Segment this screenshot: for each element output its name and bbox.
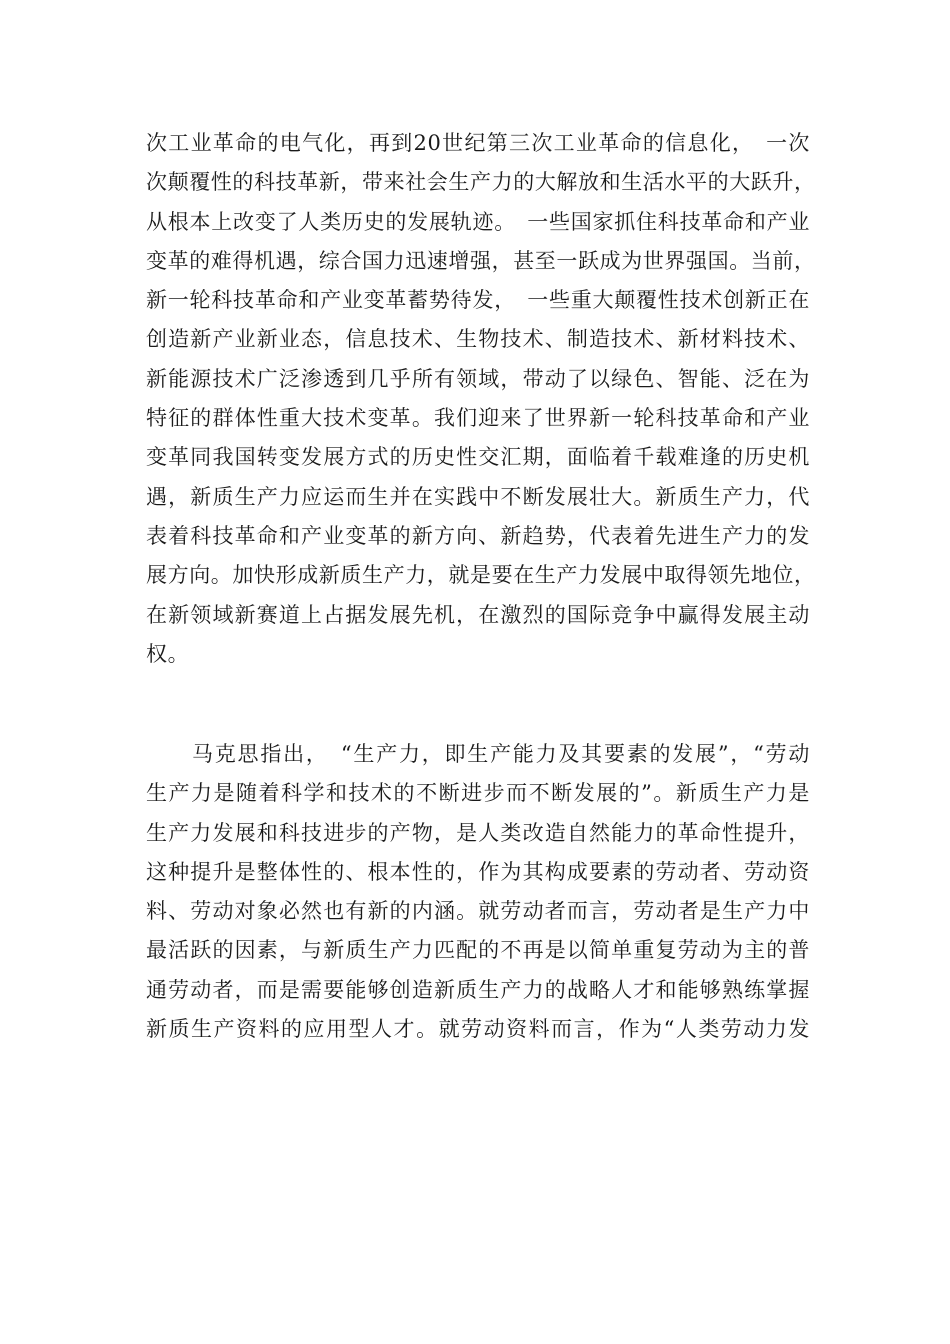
text-line: 特征的群体性重大技术变革。我们迎来了世界新一轮科技革命和产业 — [146, 406, 810, 431]
text-line: 这种提升是整体性的、根本性的，作为其构成要素的劳动者、劳动资 — [146, 859, 810, 884]
text-line: 变革同我国转变发展方式的历史性交汇期，面临着千载难逢的历史机 — [146, 445, 810, 470]
paragraph-2 — [146, 735, 810, 1049]
text-line: 新质生产资料的应用型人才。就劳动资料而言，作为“人类劳动力发 — [146, 1017, 810, 1042]
text-line: 料、劳动对象必然也有新的内涵。就劳动者而言，劳动者是生产力中 — [146, 899, 810, 924]
paragraph-1 — [146, 124, 816, 674]
text-line: 马克思指出， “生产力，即生产能力及其要素的发展”，“劳动 — [192, 742, 810, 766]
text-line: 遇，新质生产力应运而生并在实践中不断发展壮大。新质生产力，代 — [146, 484, 810, 509]
text-line: 在新领域新赛道上占据发展先机，在激烈的国际竞争中赢得发展主动 — [146, 602, 810, 627]
text-line: 通劳动者，而是需要能够创造新质生产力的战略人才和能够熟练掌握 — [146, 977, 810, 1002]
text-line: 创造新产业新业态，信息技术、生物技术、制造技术、新材料技术、 — [146, 327, 810, 352]
text-line: 新能源技术广泛渗透到几乎所有领域，带动了以绿色、智能、泛在为 — [146, 366, 810, 391]
text-line: 生产力是随着科学和技术的不断进步而不断发展的”。新质生产力是 — [146, 781, 810, 806]
text-line: 生产力发展和科技进步的产物，是人类改造自然能力的革命性提升， — [146, 820, 810, 845]
text-line: 变革的难得机遇，综合国力迅速增强，甚至一跃成为世界强国。当前， — [146, 248, 816, 273]
text-line: 展方向。加快形成新质生产力，就是要在生产力发展中取得领先地位， — [146, 563, 816, 588]
text-line: 次颠覆性的科技革新，带来社会生产力的大解放和生活水平的大跃升， — [146, 170, 816, 195]
text-line: 权。 — [146, 641, 190, 666]
text-line: 新一轮科技革命和产业变革蓄势待发， 一些重大颠覆性技术创新正在 — [146, 288, 810, 313]
text-line: 最活跃的因素，与新质生产力匹配的不再是以简单重复劳动为主的普 — [146, 938, 810, 963]
text-line: 表着科技革命和产业变革的新方向、新趋势，代表着先进生产力的发 — [146, 523, 810, 548]
text-line: 从根本上改变了人类历史的发展轨迹。 一些国家抓住科技革命和产业 — [146, 209, 810, 234]
text-line: 次工业革命的电气化，再到20世纪第三次工业革命的信息化， 一次 — [146, 131, 810, 155]
